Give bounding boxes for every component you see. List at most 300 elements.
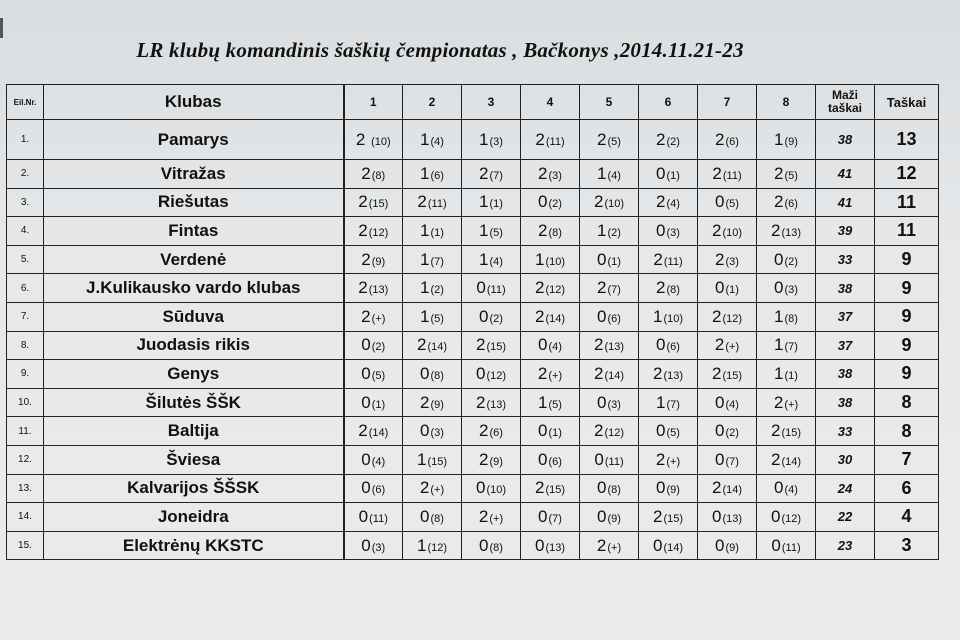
result-score: 2 [593, 363, 604, 383]
result-opponent: (14) [545, 312, 566, 325]
result-opponent: (8) [548, 226, 562, 239]
round-result [757, 503, 816, 532]
row-number: 11. [7, 417, 44, 446]
result-score: 1 [597, 220, 607, 240]
result-score: 2 [475, 392, 486, 412]
result-score: 0 [774, 249, 784, 269]
table-row [7, 120, 939, 160]
round-result [462, 503, 521, 532]
result-opponent: (11) [486, 284, 506, 297]
round-result [403, 531, 462, 560]
round-result [344, 160, 403, 189]
round-result [580, 388, 639, 417]
round-result [521, 245, 580, 274]
round-result [757, 245, 816, 274]
round-result [521, 302, 580, 331]
result-opponent: (2) [371, 341, 386, 354]
result-opponent: (12) [722, 312, 743, 325]
round-result [757, 188, 816, 217]
result-score: 0 [476, 278, 486, 298]
table-row [7, 503, 939, 532]
result-opponent: (9) [430, 398, 444, 411]
small-points: 39 [816, 217, 875, 246]
result-score: 2 [479, 449, 489, 469]
result-opponent: (1) [489, 198, 503, 211]
result-score: 0 [538, 506, 548, 526]
result-score: 0 [711, 506, 722, 526]
result-score: 1 [652, 306, 663, 326]
result-score: 0 [656, 478, 666, 498]
club-name: Riešutas [44, 188, 344, 217]
result-score: 1 [420, 163, 430, 183]
result-opponent: (7) [666, 398, 680, 411]
round-result [344, 331, 403, 360]
result-opponent: (+) [784, 398, 799, 411]
header-round-2: 2 [403, 85, 462, 120]
small-points: 38 [816, 388, 875, 417]
round-result [580, 160, 639, 189]
result-score: 0 [420, 363, 430, 383]
result-score: 0 [715, 449, 725, 469]
small-points: 30 [816, 445, 875, 474]
row-number: 3. [7, 188, 44, 217]
small-points: 38 [816, 274, 875, 303]
result-opponent: (15) [663, 512, 684, 525]
round-result [757, 417, 816, 446]
result-opponent: (8) [371, 169, 386, 182]
result-opponent: (1) [784, 369, 798, 382]
header-round-6: 6 [639, 85, 698, 120]
result-opponent: (5) [725, 198, 739, 211]
result-score: 1 [416, 535, 427, 555]
result-score: 0 [538, 421, 548, 441]
result-opponent: (6) [725, 135, 739, 148]
result-opponent: (5) [371, 369, 386, 382]
round-result [639, 302, 698, 331]
result-score: 2 [361, 249, 371, 269]
result-score: 2 [538, 163, 548, 183]
total-points: 3 [875, 531, 939, 560]
result-score: 1 [774, 363, 784, 383]
round-result [757, 217, 816, 246]
round-result [639, 120, 698, 160]
result-opponent: (8) [489, 541, 503, 554]
round-result [521, 503, 580, 532]
result-opponent: (13) [486, 398, 507, 411]
result-opponent: (15) [545, 484, 566, 497]
result-score: 0 [361, 478, 371, 498]
result-score: 2 [770, 421, 781, 441]
result-opponent: (6) [548, 455, 562, 468]
result-score: 2 [711, 220, 722, 240]
result-opponent: (+) [371, 312, 386, 325]
header-points: Taškai [875, 85, 939, 120]
total-points: 12 [875, 160, 939, 189]
result-score: 0 [656, 163, 666, 183]
result-opponent: (4) [784, 484, 798, 497]
round-result [639, 245, 698, 274]
page-title: LR klubų komandinis šaškių čempionatas , Bačkonys ,2014.11.21-23 [136, 38, 744, 62]
round-result [580, 474, 639, 503]
result-score: 2 [475, 335, 486, 355]
result-score: 2 [361, 163, 371, 183]
table-row [7, 531, 939, 560]
standings-body [7, 120, 939, 560]
club-name: Fintas [44, 217, 344, 246]
round-result [580, 188, 639, 217]
result-score: 1 [774, 129, 784, 149]
table-row [7, 417, 939, 446]
result-score: 2 [358, 220, 368, 240]
round-result [639, 531, 698, 560]
club-name: Joneidra [44, 503, 344, 532]
round-result [344, 445, 403, 474]
header-small-points [816, 85, 875, 120]
result-score: 2 [712, 163, 722, 183]
club-name: Elektrėnų KKSTC [44, 531, 344, 560]
result-score: 2 [534, 306, 545, 326]
result-score: 1 [420, 129, 430, 149]
round-result [698, 531, 757, 560]
result-score: 2 [774, 192, 784, 212]
result-opponent: (14) [663, 541, 684, 554]
result-score: 0 [715, 278, 725, 298]
club-name: Pamarys [44, 120, 344, 160]
round-result [521, 388, 580, 417]
result-opponent: (10) [604, 198, 625, 211]
result-opponent: (6) [666, 341, 680, 354]
header-row [7, 85, 939, 120]
result-score: 0 [361, 335, 371, 355]
result-opponent: (7) [430, 255, 444, 268]
result-opponent: (3) [725, 255, 739, 268]
result-opponent: (3) [430, 427, 444, 440]
result-opponent: (+) [666, 455, 681, 468]
result-opponent: (10) [371, 135, 391, 148]
club-name: Baltija [44, 417, 344, 446]
result-score: 2 [596, 535, 607, 555]
header-small-points-label: Maži taškai [827, 88, 863, 115]
round-result [698, 417, 757, 446]
round-result [698, 217, 757, 246]
result-opponent: (8) [430, 369, 444, 382]
result-opponent: (15) [486, 341, 507, 354]
result-opponent: (+) [607, 541, 622, 554]
result-score: 0 [475, 363, 486, 383]
result-score: 0 [771, 535, 781, 555]
result-opponent: (8) [784, 312, 798, 325]
result-score: 0 [597, 249, 607, 269]
result-opponent: (4) [430, 135, 444, 148]
round-result [403, 217, 462, 246]
header-round-8: 8 [757, 85, 816, 120]
result-score: 2 [715, 249, 725, 269]
result-score: 0 [597, 392, 607, 412]
row-number: 7. [7, 302, 44, 331]
result-score: 0 [656, 421, 666, 441]
round-result [344, 302, 403, 331]
row-number: 2. [7, 160, 44, 189]
round-result [698, 160, 757, 189]
round-result [462, 120, 521, 160]
result-opponent: (9) [489, 455, 503, 468]
result-opponent: (2) [430, 284, 444, 297]
total-points: 7 [875, 445, 939, 474]
row-number: 15. [7, 531, 44, 560]
result-score: 2 [537, 363, 548, 383]
result-opponent: (7) [548, 512, 562, 525]
round-result [403, 331, 462, 360]
club-name: Šilutės ŠŠK [44, 388, 344, 417]
result-score: 1 [538, 392, 548, 412]
round-result [521, 417, 580, 446]
table-row [7, 217, 939, 246]
table-row [7, 331, 939, 360]
result-score: 0 [479, 306, 489, 326]
result-score: 2 [711, 306, 722, 326]
round-result [462, 417, 521, 446]
result-score: 0 [420, 421, 430, 441]
total-points: 9 [875, 245, 939, 274]
round-result [403, 503, 462, 532]
row-number: 14. [7, 503, 44, 532]
round-result [580, 417, 639, 446]
round-result [639, 188, 698, 217]
result-score: 0 [715, 421, 725, 441]
result-opponent: (13) [545, 541, 566, 554]
result-opponent: (12) [486, 369, 507, 382]
result-opponent: (9) [725, 541, 739, 554]
result-opponent: (4) [489, 255, 503, 268]
result-opponent: (11) [722, 169, 742, 182]
result-opponent: (13) [368, 284, 389, 297]
round-result [698, 474, 757, 503]
result-opponent: (11) [663, 255, 683, 268]
result-score: 1 [774, 306, 784, 326]
round-result [462, 302, 521, 331]
round-result [403, 302, 462, 331]
total-points: 9 [875, 302, 939, 331]
round-result [698, 302, 757, 331]
round-result [403, 188, 462, 217]
round-result [344, 417, 403, 446]
result-score: 1 [416, 449, 427, 469]
result-score: 0 [361, 449, 371, 469]
total-points: 4 [875, 503, 939, 532]
result-score: 2 [355, 129, 371, 149]
round-result [639, 417, 698, 446]
round-result [639, 388, 698, 417]
round-result [403, 388, 462, 417]
result-opponent: (7) [725, 455, 739, 468]
round-result [403, 417, 462, 446]
round-result [462, 445, 521, 474]
result-score: 2 [416, 335, 427, 355]
result-opponent: (4) [725, 398, 739, 411]
row-number: 9. [7, 360, 44, 389]
edge-mark [0, 18, 3, 38]
result-opponent: (7) [784, 341, 798, 354]
result-score: 0 [479, 535, 489, 555]
result-opponent: (11) [781, 541, 801, 554]
round-result [462, 274, 521, 303]
round-result [521, 445, 580, 474]
result-opponent: (13) [663, 369, 684, 382]
result-opponent: (13) [722, 512, 743, 525]
total-points: 6 [875, 474, 939, 503]
result-score: 2 [715, 129, 725, 149]
round-result [462, 388, 521, 417]
result-score: 2 [361, 306, 371, 326]
result-score: 1 [420, 220, 430, 240]
result-score: 2 [534, 478, 545, 498]
round-result [521, 331, 580, 360]
round-result [639, 274, 698, 303]
round-result [757, 531, 816, 560]
result-opponent: (13) [781, 226, 802, 239]
round-result [639, 331, 698, 360]
round-result [580, 245, 639, 274]
round-result [757, 160, 816, 189]
round-result [521, 120, 580, 160]
result-score: 0 [597, 306, 607, 326]
result-score: 2 [417, 192, 427, 212]
result-score: 2 [656, 278, 666, 298]
club-name: Šviesa [44, 445, 344, 474]
round-result [757, 360, 816, 389]
round-result [521, 217, 580, 246]
result-score: 2 [773, 392, 784, 412]
result-score: 0 [361, 535, 371, 555]
result-score: 2 [711, 478, 722, 498]
result-opponent: (1) [371, 398, 386, 411]
result-opponent: (3) [607, 398, 621, 411]
round-result [757, 331, 816, 360]
small-points: 37 [816, 302, 875, 331]
result-score: 0 [420, 506, 430, 526]
round-result [403, 160, 462, 189]
total-points: 8 [875, 417, 939, 446]
round-result [757, 302, 816, 331]
round-result [521, 474, 580, 503]
small-points: 41 [816, 188, 875, 217]
result-score: 1 [479, 129, 489, 149]
result-score: 2 [653, 249, 663, 269]
result-score: 1 [479, 249, 489, 269]
row-number: 4. [7, 217, 44, 246]
table-row [7, 360, 939, 389]
row-number: 5. [7, 245, 44, 274]
header-nr: Eil.Nr. [7, 85, 44, 120]
round-result [698, 388, 757, 417]
round-result [698, 188, 757, 217]
round-result [344, 503, 403, 532]
small-points: 38 [816, 120, 875, 160]
club-name: Genys [44, 360, 344, 389]
result-opponent: (11) [545, 135, 565, 148]
result-score: 0 [358, 506, 369, 526]
round-result [757, 445, 816, 474]
table-row [7, 245, 939, 274]
result-opponent: (4) [607, 169, 621, 182]
result-opponent: (7) [607, 284, 621, 297]
round-result [344, 531, 403, 560]
row-number: 12. [7, 445, 44, 474]
result-opponent: (1) [607, 255, 621, 268]
result-opponent: (4) [548, 341, 562, 354]
round-result [580, 331, 639, 360]
round-result [403, 120, 462, 160]
result-opponent: (+) [725, 341, 740, 354]
round-result [462, 188, 521, 217]
club-name: Kalvarijos ŠŠSK [44, 474, 344, 503]
round-result [639, 217, 698, 246]
result-opponent: (2) [725, 427, 739, 440]
round-result [698, 360, 757, 389]
round-result [403, 445, 462, 474]
small-points: 41 [816, 160, 875, 189]
result-score: 2 [358, 421, 368, 441]
result-opponent: (6) [489, 427, 503, 440]
result-opponent: (8) [607, 484, 621, 497]
result-opponent: (5) [430, 312, 444, 325]
row-number: 10. [7, 388, 44, 417]
club-name: Verdenė [44, 245, 344, 274]
row-number: 13. [7, 474, 44, 503]
result-score: 0 [538, 335, 548, 355]
result-opponent: (2) [489, 312, 503, 325]
round-result [698, 503, 757, 532]
round-result [757, 388, 816, 417]
round-result [403, 274, 462, 303]
table-row [7, 302, 939, 331]
round-result [639, 160, 698, 189]
round-result [521, 360, 580, 389]
result-opponent: (6) [371, 484, 386, 497]
small-points: 33 [816, 417, 875, 446]
club-name: J.Kulikausko vardo klubas [44, 274, 344, 303]
result-opponent: (1) [725, 284, 739, 297]
result-score: 2 [714, 335, 725, 355]
result-opponent: (12) [781, 512, 802, 525]
result-score: 2 [358, 192, 368, 212]
header-round-1: 1 [344, 85, 403, 120]
result-opponent: (9) [666, 484, 680, 497]
result-opponent: (11) [369, 512, 388, 525]
round-result [698, 274, 757, 303]
result-opponent: (10) [545, 255, 566, 268]
small-points: 37 [816, 331, 875, 360]
total-points: 13 [875, 120, 939, 160]
result-opponent: (4) [371, 455, 386, 468]
result-score: 2 [358, 278, 368, 298]
result-score: 2 [656, 192, 666, 212]
round-result [580, 217, 639, 246]
result-score: 0 [715, 392, 725, 412]
round-result [639, 360, 698, 389]
result-opponent: (1) [430, 226, 444, 239]
result-opponent: (3) [666, 226, 680, 239]
result-score: 0 [538, 449, 548, 469]
result-opponent: (14) [368, 427, 389, 440]
round-result [344, 245, 403, 274]
result-score: 1 [534, 249, 545, 269]
result-score: 1 [479, 192, 489, 212]
total-points: 11 [875, 217, 939, 246]
round-result [639, 445, 698, 474]
result-opponent: (8) [666, 284, 680, 297]
result-opponent: (3) [784, 284, 798, 297]
